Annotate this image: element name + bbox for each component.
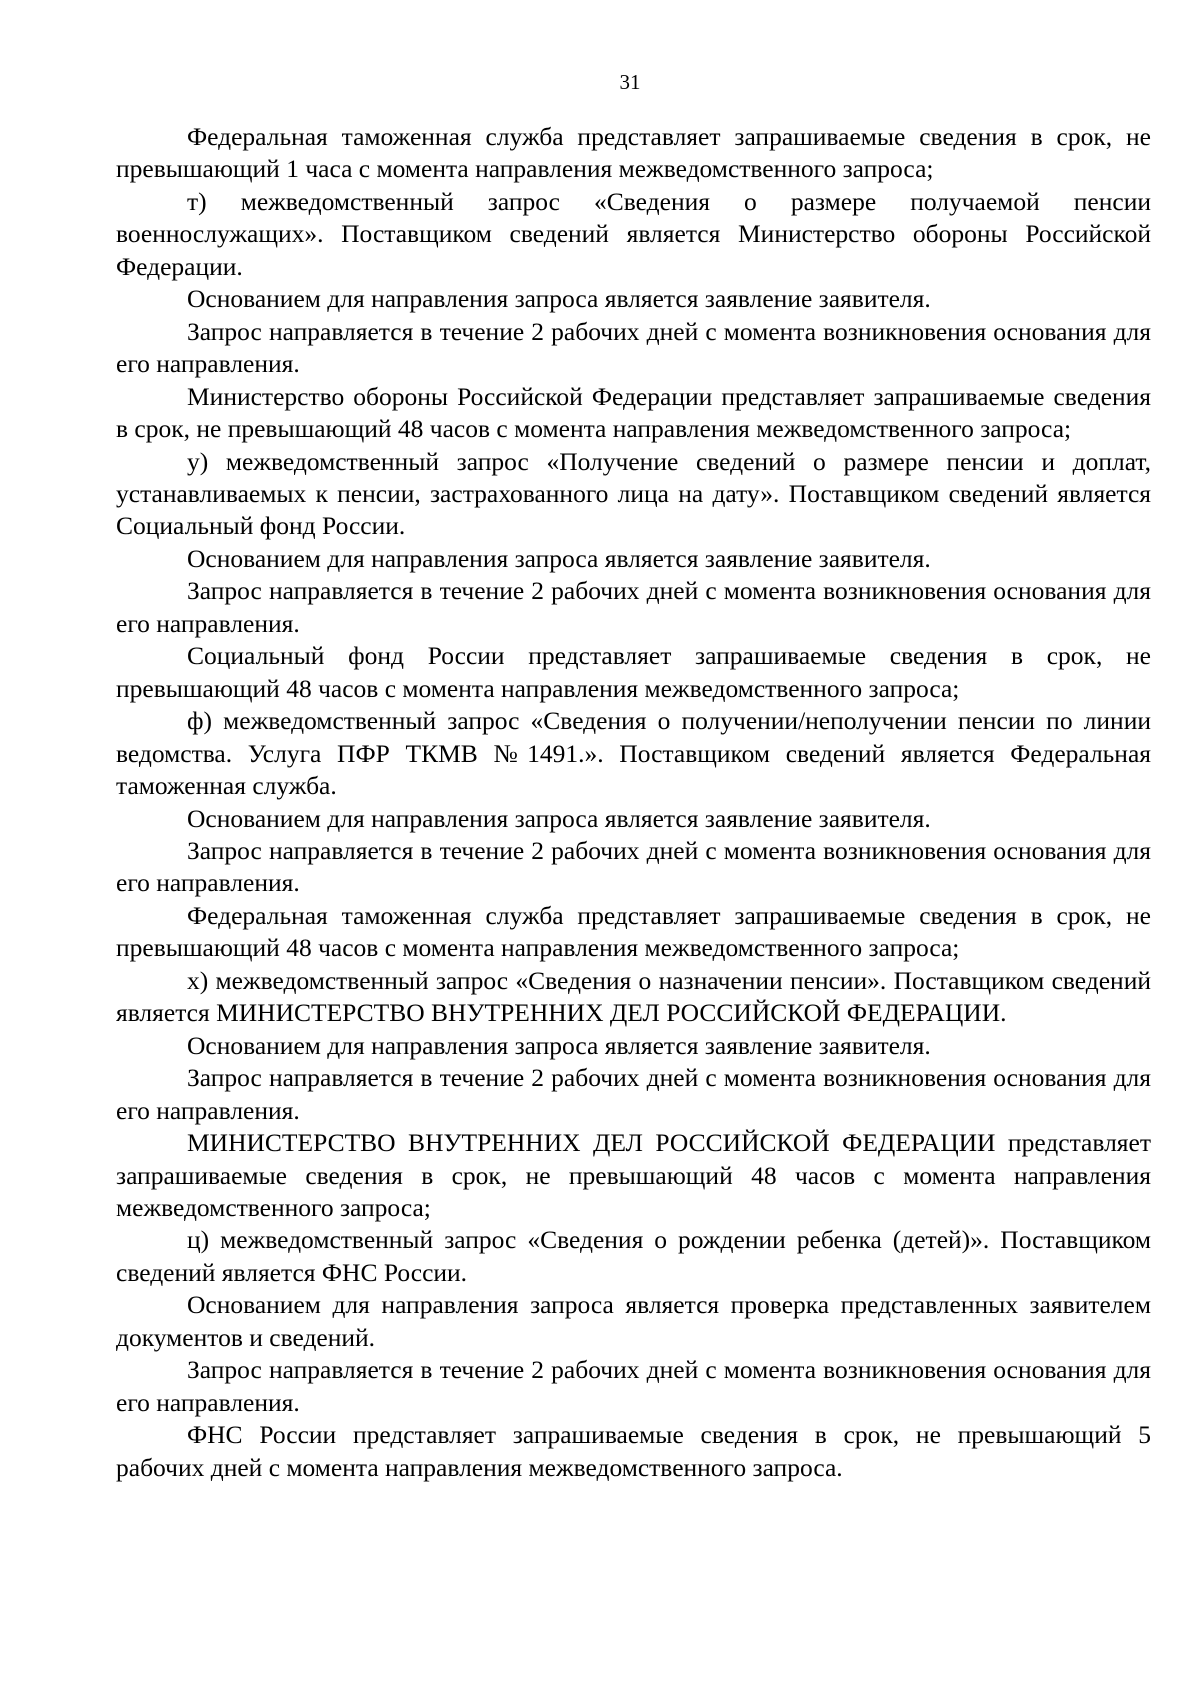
paragraph: Основанием для направления запроса является заявление заявителя. (187, 803, 931, 833)
page-number: 31 (619, 70, 641, 94)
paragraph: Запрос направляется в течение 2 рабочих дней с момента возникновения основания для его направления. (116, 316, 1151, 379)
paragraph: у) межведомственный запрос «Получение сведений о размере пенсии и доплат, устанавливаемых к пенсии, застрахованного лица на дату». Поставщиком сведений является Социальный фонд России. (116, 446, 1151, 541)
paragraph: Федеральная таможенная служба представляет запрашиваемые сведения в срок, не превышающий 1 часа с момента направления межведомственного запроса; (116, 122, 1151, 184)
paragraph: х) межведомственный запрос «Сведения о назначении пенсии». Поставщиком сведений является МИНИСТЕРСТВО ВНУТРЕННИХ ДЕЛ РОССИЙСКОЙ ФЕДЕРАЦИИ. (116, 965, 1151, 1028)
paragraph: ф) межведомственный запрос «Сведения о получении/неполучении пенсии по линии ведомства. Услуга ПФР ТКМВ №1491.». Поставщиком сведений является Федеральная таможенная служба. (116, 706, 1151, 801)
paragraph: Социальный фонд России представляет запрашиваемые сведения в срок, не превышающий 48 часов с момента направления межведомственного запроса; (116, 641, 1151, 703)
paragraph: ФНС России представляет запрашиваемые сведения в срок, не превышающий 5 рабочих дней с момента направления межведомственного запроса. (116, 1420, 1151, 1482)
paragraph: Запрос направляется в течение 2 рабочих дней с момента возникновения основания для его направления. (116, 1063, 1151, 1125)
paragraph: Запрос направляется в течение 2 рабочих дней с момента возникновения основания для его направления. (116, 835, 1151, 898)
paragraph: Основанием для направления запроса является заявление заявителя. (187, 284, 931, 314)
paragraph: МИНИСТЕРСТВО ВНУТРЕННИХ ДЕЛ РОССИЙСКОЙ ФЕДЕРАЦИИ представляет запрашиваемые сведения в срок, не превышающий 48 часов с момента направления межведомственного запроса; (116, 1128, 1151, 1222)
paragraph: Основанием для направления запроса является проверка представленных заявителем документов и сведений. (116, 1290, 1151, 1352)
paragraph: Федеральная таможенная служба представляет запрашиваемые сведения в срок, не превышающий 48 часов с момента направления межведомственного запроса; (116, 900, 1151, 963)
paragraph: т) межведомственный запрос «Сведения о размере получаемой пенсии военнослужащих». Поставщиком сведений является Министерство обороны Российской Федерации. (116, 186, 1151, 281)
paragraph: Запрос направляется в течение 2 рабочих дней с момента возникновения основания для его направления. (116, 576, 1151, 638)
paragraph: Основанием для направления запроса является заявление заявителя. (187, 543, 931, 573)
paragraph: Министерство обороны Российской Федерации представляет запрашиваемые сведения в срок, не превышающий 48 часов с момента направления межведомственного запроса; (116, 381, 1151, 444)
paragraph: Основанием для направления запроса является заявление заявителя. (187, 1030, 931, 1060)
document-body (116, 121, 1151, 1484)
paragraph: Запрос направляется в течение 2 рабочих дней с момента возникновения основания для его направления. (116, 1355, 1151, 1417)
paragraph: ц) межведомственный запрос «Сведения о рождении ребенка (детей)». Поставщиком сведений является ФНС России. (116, 1225, 1151, 1287)
